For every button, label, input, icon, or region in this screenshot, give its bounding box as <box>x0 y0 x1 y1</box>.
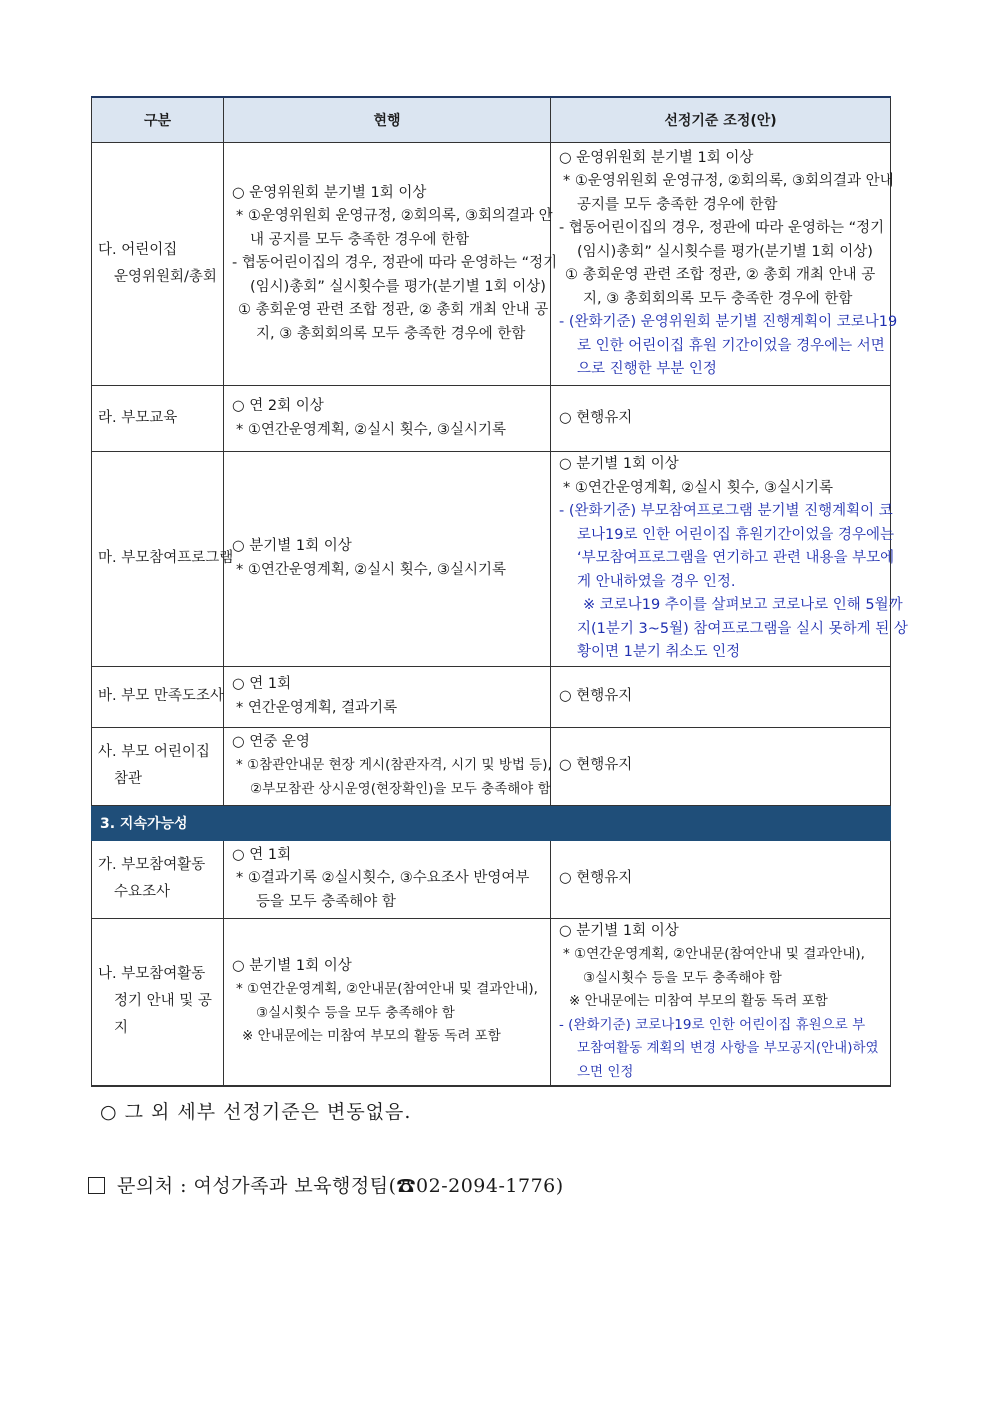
table-row <box>92 452 891 667</box>
row-category: 바. 부모 만족도조사 <box>92 666 224 727</box>
row-current: ○ 연중 운영 * ①참관안내문 현장 게시(참관자격, 시기 및 방법 등), ②부모참관 상시운영(현장확인)을 모두 충족해야 함 <box>224 727 551 805</box>
row-category: 사. 부모 어린이집 참관 <box>92 727 224 805</box>
row-proposed: ○ 운영위원회 분기별 1회 이상 * ①운영위원회 운영규정, ②회의록, ③회의결과 안내 공지를 모두 충족한 경우에 한함 - 협동어린이집의 경우, 정관에 따라 운영하는 “정기 (임시)총회” 실시횟수를 평가(분기별 1회 이상) ① 총회운영 관련 조합 정관, ② 총회 개최 안내 공 지, ③ 총회회의록 모두 충족한 경우에 한함 - (완화기준) 운영위원회 분기별 진행계획이 코로나19 로 인한 어린이집 휴원 기간이었을 경우에는 서면 으로 진행한 부분 인정 <box>551 143 891 386</box>
header-category: 구분 <box>92 97 224 143</box>
row-category: 가. 부모참여활동 수요조사 <box>92 840 224 918</box>
row-current: ○ 운영위원회 분기별 1회 이상 * ①운영위원회 운영규정, ②회의록, ③회의결과 안 내 공지를 모두 충족한 경우에 한함 - 협동어린이집의 경우, 정관에 따라 운영하는 “정기 (임시)총회” 실시횟수를 평가(분기별 1회 이상) ① 총회운영 관련 조합 정관, ② 총회 개최 안내 공 지, ③ 총회회의록 모두 충족한 경우에 한함 <box>224 143 551 386</box>
table-row <box>92 386 891 452</box>
row-category: 마. 부모참여프로그램 <box>92 452 224 667</box>
table-row <box>92 143 891 386</box>
contact-text: 문의처 : 여성가족과 보육행정팀(☎02-2094-1776) <box>117 1175 564 1197</box>
row-proposed: ○ 분기별 1회 이상 * ①연간운영계획, ②안내문(참여안내 및 결과안내), ③실시횟수 등을 모두 충족해야 함 ※ 안내문에는 미참여 부모의 활동 독려 포함 - (완화기준) 코로나19로 인한 어린이집 휴원으로 부 모참여활동 계획의 변경 사항을 부모공지(안내)하였 으면 인정 <box>551 918 891 1086</box>
section-title: 3. 지속가능성 <box>92 805 891 840</box>
header-current: 현행 <box>224 97 551 143</box>
contact-line <box>88 1171 564 1198</box>
row-current: ○ 연 1회 * ①결과기록 ②실시횟수, ③수요조사 반영여부 등을 모두 충족해야 함 <box>224 840 551 918</box>
row-proposed: ○ 현행유지 <box>551 666 891 727</box>
row-proposed: ○ 현행유지 <box>551 386 891 452</box>
row-proposed: ○ 분기별 1회 이상 * ①연간운영계획, ②실시 횟수, ③실시기록 - (완화기준) 부모참여프로그램 분기별 진행계획이 코 로나19로 인한 어린이집 휴원기간이었을 경우에는 ‘부모참여프로그램을 연기하고 관련 내용을 부모에 게 안내하였을 경우 인정. ※ 코로나19 추이를 살펴보고 코로나로 인해 5월까 지(1분기 3~5월) 참여프로그램을 실시 못하게 된 상 황이면 1분기 취소도 인정 <box>551 452 891 667</box>
header-proposed: 선정기준 조정(안) <box>551 97 891 143</box>
row-current: ○ 연 2회 이상 * ①연간운영계획, ②실시 횟수, ③실시기록 <box>224 386 551 452</box>
criteria-table <box>91 96 908 1087</box>
row-current: ○ 연 1회 * 연간운영계획, 결과기록 <box>224 666 551 727</box>
row-category: 다. 어린이집 운영위원회/총회 <box>92 143 224 386</box>
section-row <box>92 805 891 840</box>
row-current: ○ 분기별 1회 이상 * ①연간운영계획, ②안내문(참여안내 및 결과안내), ③실시횟수 등을 모두 충족해야 함 ※ 안내문에는 미참여 부모의 활동 독려 포함 <box>224 918 551 1086</box>
row-current: ○ 분기별 1회 이상 * ①연간운영계획, ②실시 횟수, ③실시기록 <box>224 452 551 667</box>
table-header-row <box>92 97 891 143</box>
row-proposed: ○ 현행유지 <box>551 840 891 918</box>
row-category: 라. 부모교육 <box>92 386 224 452</box>
table-row <box>92 727 891 805</box>
table-row <box>92 918 891 1086</box>
note-text: ○ 그 외 세부 선정기준은 변동없음. <box>100 1101 412 1123</box>
row-proposed: ○ 현행유지 <box>551 727 891 805</box>
row-category: 나. 부모참여활동 정기 안내 및 공지 <box>92 918 224 1086</box>
table-row <box>92 840 891 918</box>
table-row <box>92 666 891 727</box>
checkbox-square-icon <box>88 1177 105 1194</box>
